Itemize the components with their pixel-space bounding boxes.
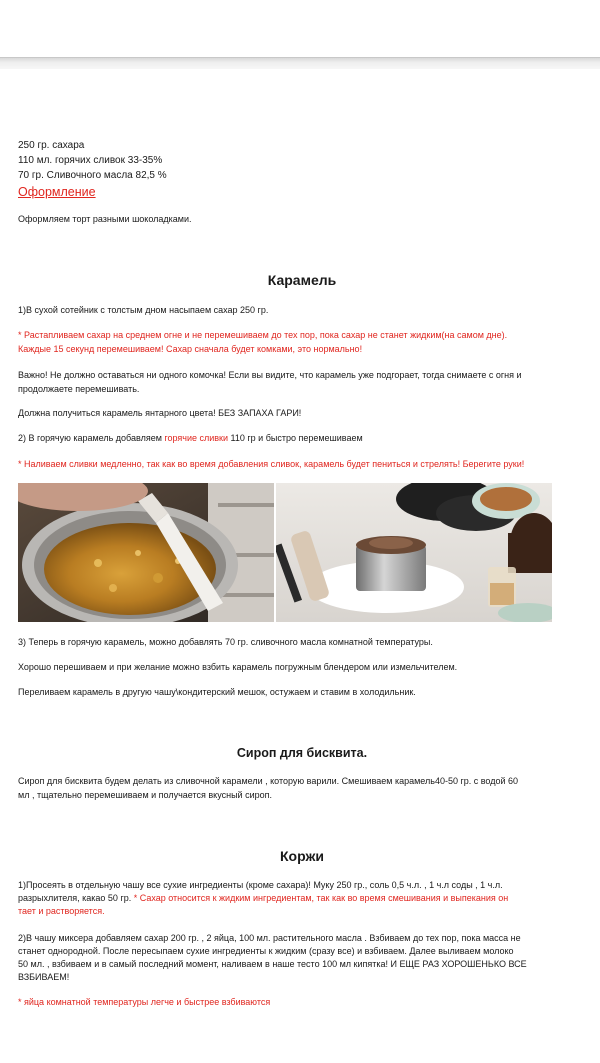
caramel-step3b: Хорошо перешиваем и при желание можно взбить карамель погружным блендером или измельчителем. [18, 662, 458, 672]
viewer-top-bar [0, 0, 600, 57]
decoration-heading-link[interactable]: Оформление [18, 185, 96, 199]
layers-p2-line1: 2)В чашу миксера добавляем сахар 200 гр. , 2 яйца, 100 мл. растительного масла . Взбиваем до тех пор, пока масса не [18, 933, 521, 943]
layers-p2-line2: станет однородной. После пересыпаем сухие ингредиенты к жидким (сразу все) и взбиваем. Далее выливаем молоко [18, 946, 514, 956]
caramel-step2 [18, 432, 363, 445]
caramel-step1: 1)В сухой сотейник с толстым дном насыпаем сахар 250 гр. [18, 305, 269, 315]
syrup-heading: Сироп для бисквита. [236, 746, 368, 760]
caramel-warning-line1: Важно! Не должно оставаться ни одного комочка! Если вы видите, что карамель уже подгорает, тогда снимаете с огня и [18, 370, 522, 380]
decoration-text: Оформляем торт разными шоколадками. [18, 214, 192, 224]
syrup-line2: мл , тщательно перемешиваем и получается вкусный сироп. [18, 790, 272, 800]
layers-p1-line2-text: разрыхлителя, какао 50 гр. [18, 893, 134, 903]
cake-assembly-photo [276, 483, 552, 622]
ingredient-sugar: 250 гр. сахара [18, 140, 85, 151]
caramel-note2: * Наливаем сливки медленно, так как во время добавления сливок, карамель будет пениться и стрелять! Берегите руки! [18, 459, 525, 469]
ingredient-butter: 70 гр. Сливочного масла 82,5 % [18, 170, 167, 181]
caramel-heading: Карамель [267, 272, 337, 288]
caramel-note1-line2: Каждые 15 секунд перемешиваем! Сахар сначала будет комками, это нормально! [18, 344, 363, 354]
caramel-step2-highlight: горячие сливки [164, 433, 229, 443]
caramel-step2-before: 2) В горячую карамель добавляем [18, 433, 165, 443]
layers-egg-note: * яйца комнатной температуры легче и быстрее взбиваются [18, 997, 271, 1007]
caramel-step2-after: 110 гр и быстро перемешиваем [228, 433, 363, 443]
layers-p1-line3: тает и растворяется. [18, 906, 105, 916]
caramel-saucepan-photo [18, 483, 274, 622]
caramel-step3: 3) Теперь в горячую карамель, можно добавлять 70 гр. сливочного масла комнатной температуры. [18, 637, 433, 647]
caramel-note1-line1: * Растапливаем сахар на среднем огне и не перемешиваем до тех пор, пока сахар не станет жидким(на самом дне). [18, 330, 508, 340]
caramel-step3c: Переливаем карамель в другую чашу\кондитерский мешок, остужаем и ставим в холодильник. [18, 687, 416, 697]
layers-p1-line2 [18, 892, 508, 905]
layers-p1-line1: 1)Просеять в отдельную чашу все сухие ингредиенты (кроме сахара)! Муку 250 гр., соль 0,5 ч.л. , 1 ч.л соды , 1 ч.л. [18, 880, 503, 890]
layers-p1-sugar-note: * Сахар относится к жидким ингредиентам, так как во время смешивания и выпекания он [133, 893, 509, 903]
ingredient-cream: 110 мл. горячих сливок 33-35% [18, 155, 163, 166]
layers-p2-line4: ВЗБИВАЕМ! [18, 972, 70, 982]
caramel-warning-line2: продолжаете перемешивать. [18, 384, 140, 394]
layers-p2-line3: 50 мл. , взбиваем и в самый последний момент, наливаем в наше тесто 100 мл кипятка! И ЕЩЕ РАЗ ХОРОШЕНЬКО ВСЕ [18, 959, 527, 969]
caramel-result: Должна получиться карамель янтарного цвета! БЕЗ ЗАПАХА ГАРИ! [18, 408, 302, 418]
syrup-line1: Сироп для бисквита будем делать из сливочной карамели , которую варили. Смешиваем карамель40-50 гр. с водой 60 [18, 776, 519, 786]
page-divider [0, 57, 600, 69]
layers-heading: Коржи [280, 848, 324, 864]
